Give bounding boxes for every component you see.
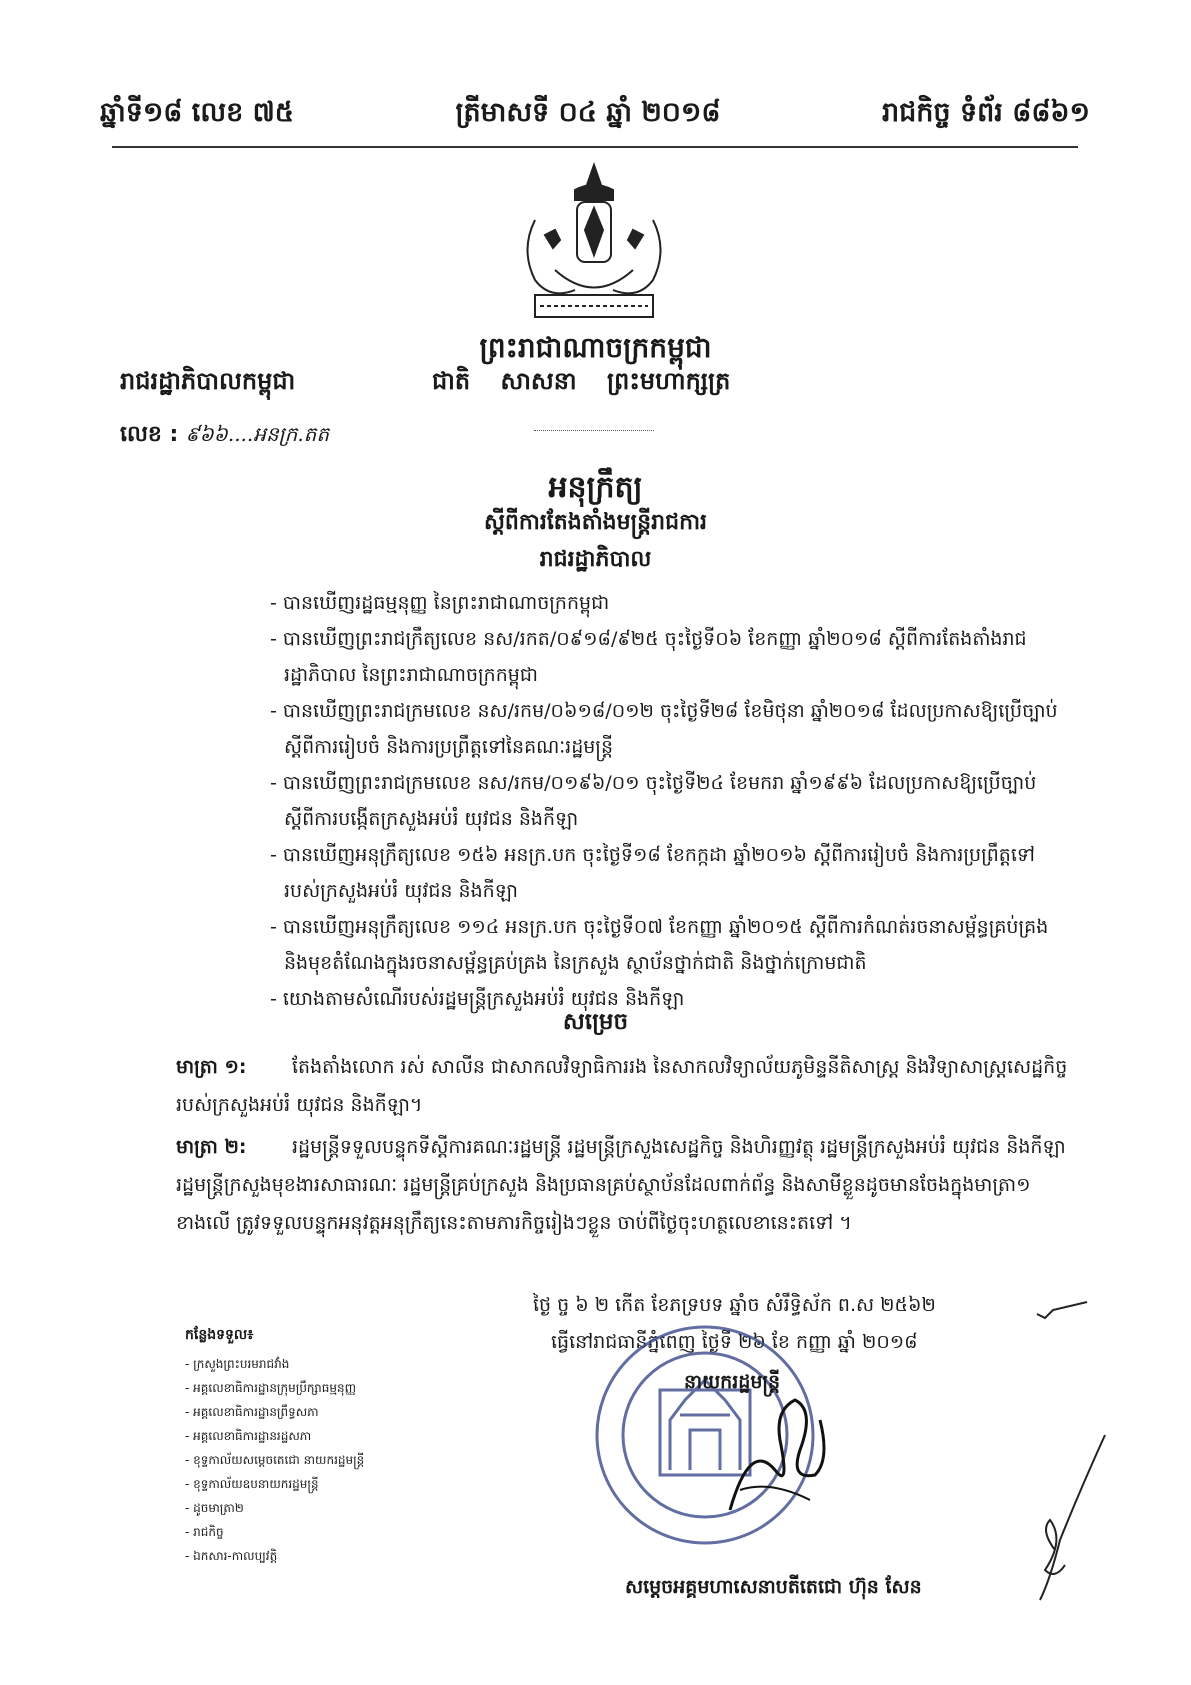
recital-item: - បានឃើញអនុក្រឹត្យលេខ ១៥៦ អនក្រ.បក ចុះថ្ងៃទី១៨ ខែកក្កដា ឆ្នាំ២០១៦ ស្តីពីការរៀបចំ និងការប្រព្រឹត្តទៅរបស់ក្រសួងអប់រំ យុវជន និងកីឡា: [270, 844, 1035, 902]
place-and-date: ធ្វើនៅរាជធានីភ្នំពេញ ថ្ងៃទី ២៦ ខែ កញ្ញា ឆ្នាំ ២០១៨: [551, 1331, 918, 1353]
document-number-label: លេខ :: [120, 422, 179, 447]
document-issuer: រាជរដ្ឋាភិបាល: [539, 547, 652, 572]
pen-stroke-icon: [1035, 1300, 1090, 1322]
document-number: [120, 420, 329, 452]
prime-minister-name: សម្តេចអគ្គមហាសេនាបតីតេជោ ហ៊ុន សែន: [625, 1576, 922, 1598]
recipient-item: - ឯកសារ-កាលប្បវត្តិ: [185, 1549, 278, 1563]
recipient-item: - រាជកិច្ច: [185, 1525, 224, 1539]
recipient-item: - អគ្គលេខាធិការដ្ឋានក្រុមប្រឹក្សាធម្មនុញ្ញ: [185, 1381, 357, 1395]
recipient-item: - អគ្គលេខាធិការដ្ឋានរដ្ឋសភា: [185, 1429, 312, 1443]
margin-initial-icon: [1020, 1430, 1110, 1605]
article-2: [176, 1128, 1076, 1242]
decision-heading: សម្រេច: [562, 1009, 629, 1035]
recital-item: - បានឃើញព្រះរាជក្រមលេខ នស/រកម/០៦១៨/០១២ ចុះថ្ងៃទី២៨ ខែមិថុនា ឆ្នាំ២០១៨ ដែលប្រកាសឱ្យប្រើច្បាប់ ស្តីពីការរៀបចំ និងការប្រព្រឹត្តទៅនៃគណៈរដ្ឋមន្ត្រី: [270, 700, 1058, 758]
recital-item: - បានឃើញព្រះរាជក្រមលេខ នស/រកម/០១៩៦/០១ ចុះថ្ងៃទី២៤ ខែមករា ឆ្នាំ១៩៩៦ ដែលប្រកាសឱ្យប្រើច្បាប់ ស្តីពីការបង្កើតក្រសួងអប់រំ យុវជន និងកីឡា: [270, 772, 1037, 830]
document-type: អនុក្រឹត្យ: [548, 470, 643, 505]
recitals-list: [270, 585, 1070, 1017]
recital-item: - យោងតាមសំណើរបស់រដ្ឋមន្ត្រីក្រសួងអប់រំ យុវជន និងកីឡា: [270, 988, 685, 1010]
article-1-label: មាត្រា ១:: [176, 1056, 247, 1078]
article-1-body: តែងតាំងលោក រស់ សាលីន ជាសាកលវិទ្យាធិការរង នៃសាកលវិទ្យាល័យភូមិន្ទនីតិសាស្ត្រ និងវិទ្យាសាស្ត្រសេដ្ឋកិច្ច របស់ក្រសួងអប់រំ យុវជន និងកីឡា។: [176, 1056, 1068, 1116]
royal-coat-of-arms-icon: [515, 160, 673, 330]
recipients-list: [185, 1352, 364, 1568]
recipient-item: - ខុទ្ទកាល័យឧបនាយករដ្ឋមន្ត្រី: [185, 1477, 319, 1491]
recipient-item: - អគ្គលេខាធិការដ្ឋានព្រឹទ្ធសភា: [185, 1405, 319, 1419]
article-2-label: មាត្រា ២:: [176, 1136, 247, 1158]
kingdom-title: ព្រះរាជាណាចក្រកម្ពុជា: [479, 331, 712, 364]
government-name: រាជរដ្ឋាភិបាលកម្ពុជា: [120, 367, 296, 395]
recital-item: - បានឃើញរដ្ឋធម្មនុញ្ញ នៃព្រះរាជាណាចក្រកម្ពុជា: [270, 592, 610, 614]
gazette-page: រាជកិច្ច ទំព័រ ៨៨៦១: [882, 97, 1090, 128]
document-number-value: ៩៦៦....អនក្រ.តត: [185, 422, 330, 446]
document-subject: ស្តីពីការតែងតាំងមន្ត្រីរាជការ: [483, 510, 707, 535]
gazette-quarter: ត្រីមាសទី ០៤ ឆ្នាំ ២០១៨: [455, 97, 721, 128]
signature-icon: [720, 1380, 840, 1520]
header-rule: [112, 146, 1078, 148]
article-1: [176, 1048, 1076, 1124]
recipient-item: - ខុទ្ទកាល័យសម្តេចតេជោ នាយករដ្ឋមន្ត្រី: [185, 1453, 365, 1467]
national-motto: ជាតិ សាសនា ព្រះមហាក្សត្រ: [432, 367, 731, 395]
gazette-header: [100, 96, 1090, 135]
decorative-divider: [534, 430, 654, 431]
recital-item: - បានឃើញអនុក្រឹត្យលេខ ១១៤ អនក្រ.បក ចុះថ្ងៃទី០៧ ខែកញ្ញា ឆ្នាំ២០១៥ ស្តីពីការកំណត់រចនាសម្ព័ន្ធគ្រប់គ្រង និងមុខតំណែងក្នុងរចនាសម្ព័ន្ធគ្រប់គ្រង នៃក្រសួង ស្ថាប័នថ្នាក់ជាតិ និងថ្នាក់ក្រោមជាតិ: [270, 916, 1049, 974]
article-2-body: រដ្ឋមន្ត្រីទទួលបន្ទុកទីស្តីការគណៈរដ្ឋមន្ត្រី រដ្ឋមន្ត្រីក្រសួងសេដ្ឋកិច្ច និងហិរញ្ញវត្ថុ រដ្ឋមន្ត្រីក្រសួងអប់រំ យុវជន និងកីឡា រដ្ឋមន្ត្រីក្រសួងមុខងារសាធារណៈ រដ្ឋមន្ត្រីគ្រប់ក្រសួង និងប្រធានគ្រប់ស្ថាប័នដែលពាក់ព័ន្ធ និងសាមីខ្លួនដូចមានចែងក្នុងមាត្រា១ ខាងលើ ត្រូវទទួលបន្ទុកអនុវត្តអនុក្រឹត្យនេះតាមភារកិច្ចរៀងៗខ្លួន ចាប់ពីថ្ងៃចុះហត្ថលេខានេះតទៅ ។: [176, 1136, 1066, 1234]
lunar-date: ថ្ងៃ ច្ច ៦ ២ កើត ខែភទ្របទ ឆ្នាំច សំរឹទ្ធិស័ក ព.ស ២៥៦២: [533, 1294, 936, 1316]
recipients-title: កន្លែងទទួល៖: [185, 1327, 254, 1343]
prime-minister-title: នាយករដ្ឋមន្ត្រី: [684, 1371, 781, 1393]
gazette-year-number: ឆ្នាំទី១៨ លេខ ៧៥: [100, 97, 294, 128]
recipient-item: - ក្រសួងព្រះបរមរាជវាំង: [185, 1357, 290, 1371]
recipient-item: - ដូចមាត្រា២: [185, 1501, 244, 1515]
recital-item: - បានឃើញព្រះរាជក្រឹត្យលេខ នស/រកត/០៩១៨/៩២៥ ចុះថ្ងៃទី០៦ ខែកញ្ញា ឆ្នាំ២០១៨ ស្តីពីការតែងតាំងរាជរដ្ឋាភិបាល នៃព្រះរាជាណាចក្រកម្ពុជា: [270, 628, 1027, 686]
